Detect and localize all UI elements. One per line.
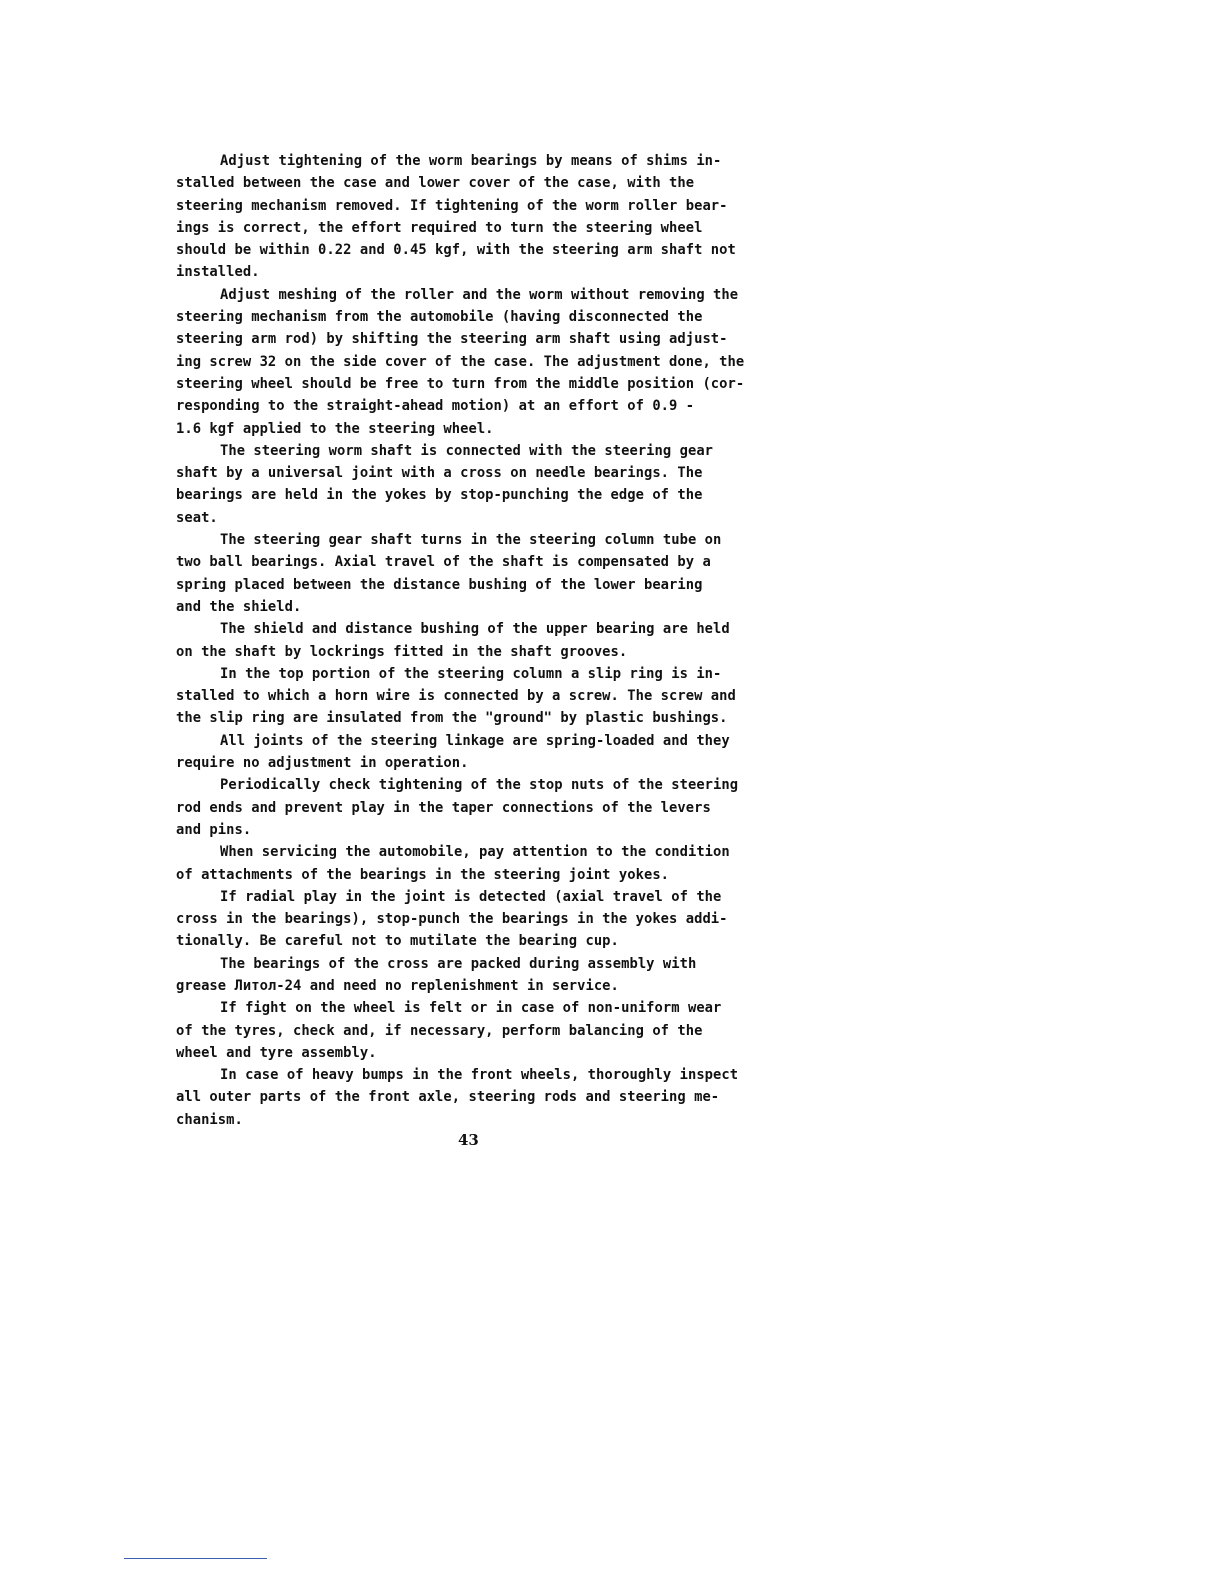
- text-line: grease Литол-24 and need no replenishment in service.: [176, 977, 619, 994]
- paragraph-grease: [176, 953, 816, 998]
- footnote-divider: [124, 1558, 267, 1559]
- text-line: If fight on the wheel is felt or in case of non-uniform wear: [220, 1000, 722, 1017]
- paragraph-shield-lockrings: [176, 618, 816, 663]
- paragraph-universal-joint: [176, 440, 816, 529]
- paragraph-stop-nuts: [176, 774, 816, 841]
- text-line: installed.: [176, 264, 260, 281]
- text-line: of attachments of the bearings in the steering joint yokes.: [176, 866, 670, 883]
- text-line: rod ends and prevent play in the taper connections of the levers: [176, 799, 711, 816]
- paragraph-meshing-adjustment: [176, 284, 816, 440]
- text-line: The shield and distance bushing of the upper bearing are held: [220, 621, 730, 638]
- text-line: When servicing the automobile, pay attention to the condition: [220, 844, 730, 861]
- paragraph-servicing: [176, 841, 816, 886]
- text-line: The bearings of the cross are packed during assembly with: [220, 955, 697, 972]
- text-line: Adjust meshing of the roller and the worm without removing the: [220, 286, 739, 303]
- text-line: spring placed between the distance bushing of the lower bearing: [176, 576, 703, 593]
- text-line: seat.: [176, 509, 218, 526]
- text-line: steering arm rod) by shifting the steering arm shaft using adjust-: [176, 331, 728, 348]
- text-line: require no adjustment in operation.: [176, 755, 469, 772]
- paragraph-linkage-joints: [176, 730, 816, 775]
- text-line: All joints of the steering linkage are spring-loaded and they: [220, 732, 730, 749]
- body-text: [176, 150, 816, 1131]
- text-line: steering mechanism removed. If tightening of the worm roller bear-: [176, 197, 728, 214]
- paragraph-wheel-balancing: [176, 997, 816, 1064]
- text-line: on the shaft by lockrings fitted in the shaft grooves.: [176, 643, 628, 660]
- page-number: 43: [458, 1131, 479, 1149]
- text-line: chanism.: [176, 1111, 243, 1128]
- text-line: Adjust tightening of the worm bearings by means of shims in-: [220, 153, 722, 169]
- paragraph-column-bearings: [176, 529, 816, 618]
- text-line: In case of heavy bumps in the front wheels, thoroughly inspect: [220, 1067, 739, 1084]
- paragraph-heavy-bumps: [176, 1064, 816, 1131]
- text-line: tionally. Be careful not to mutilate the bearing cup.: [176, 933, 619, 950]
- text-line: wheel and tyre assembly.: [176, 1044, 377, 1061]
- text-line: cross in the bearings), stop-punch the bearings in the yokes addi-: [176, 911, 728, 928]
- text-line: and the shield.: [176, 598, 302, 615]
- text-line: the slip ring are insulated from the "ground" by plastic bushings.: [176, 710, 728, 727]
- text-line: bearings are held in the yokes by stop-punching the edge of the: [176, 487, 703, 504]
- text-line: and pins.: [176, 821, 252, 838]
- text-line: If radial play in the joint is detected (axial travel of the: [220, 888, 722, 905]
- text-line: should be within 0.22 and 0.45 kgf, with the steering arm shaft not: [176, 242, 736, 259]
- text-line: two ball bearings. Axial travel of the shaft is compensated by a: [176, 554, 711, 571]
- paragraph-slip-ring: [176, 663, 816, 730]
- text-line: In the top portion of the steering column a slip ring is in-: [220, 665, 722, 682]
- text-line: all outer parts of the front axle, steering rods and steering me-: [176, 1089, 720, 1106]
- text-line: 1.6 kgf applied to the steering wheel.: [176, 420, 494, 437]
- text-line: of the tyres, check and, if necessary, perform balancing of the: [176, 1022, 703, 1039]
- text-line: The steering gear shaft turns in the steering column tube on: [220, 532, 722, 549]
- text-line: stalled between the case and lower cover of the case, with the: [176, 175, 695, 192]
- text-line: steering mechanism from the automobile (having disconnected the: [176, 309, 703, 326]
- text-line: steering wheel should be free to turn from the middle position (cor-: [176, 375, 745, 392]
- text-line: stalled to which a horn wire is connected by a screw. The screw and: [176, 688, 736, 705]
- text-line: ing screw 32 on the side cover of the case. The adjustment done, the: [176, 353, 745, 370]
- text-line: The steering worm shaft is connected with the steering gear: [220, 442, 714, 459]
- paragraph-radial-play: [176, 886, 816, 953]
- paragraph-worm-bearing-adjustment: [176, 150, 816, 284]
- text-line: shaft by a universal joint with a cross on needle bearings. The: [176, 465, 703, 482]
- text-line: ings is correct, the effort required to turn the steering wheel: [176, 219, 703, 236]
- text-line: responding to the straight-ahead motion) at an effort of 0.9 -: [176, 398, 695, 415]
- text-line: Periodically check tightening of the stop nuts of the steering: [220, 777, 739, 794]
